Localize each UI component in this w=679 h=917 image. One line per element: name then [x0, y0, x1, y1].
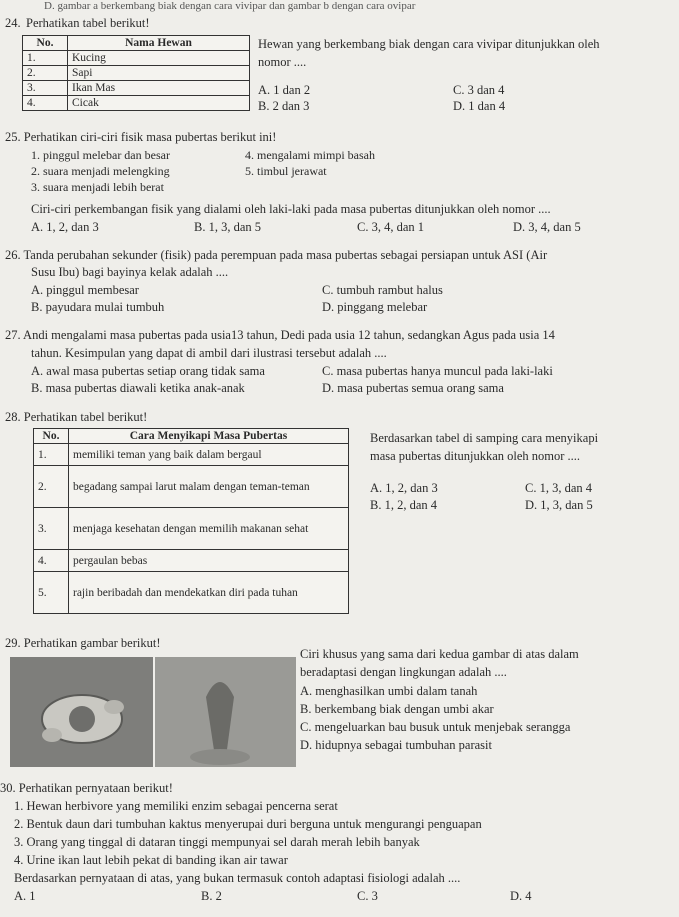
q28-cell: pergaulan bebas — [69, 550, 349, 572]
q29-question-line2: beradaptasi dengan lingkungan adalah .... — [300, 665, 507, 679]
q28-question-line1: Berdasarkan tabel di samping cara menyikapi — [370, 431, 599, 445]
q27-option-b[interactable]: B. masa pubertas diawali ketika anak-anak — [31, 381, 245, 395]
q26-option-b[interactable]: B. payudara mulai tumbuh — [31, 300, 165, 314]
q26-question-line2: Susu Ibu) bagi bayinya kelak adalah .... — [31, 265, 229, 279]
q30-option-b[interactable]: B. 2 — [201, 889, 222, 903]
q24-cell: 1. — [23, 51, 68, 66]
q24-cell: Ikan Mas — [68, 81, 250, 96]
q28-cell: rajin beribadah dan mendekatkan diri pada tuhan — [69, 572, 349, 614]
q27-option-c[interactable]: C. masa pubertas hanya muncul pada laki-laki — [322, 364, 553, 378]
q28-question-line2: masa pubertas ditunjukkan oleh nomor .... — [370, 449, 581, 463]
q24-option-a[interactable]: A. 1 dan 2 — [258, 83, 311, 97]
q24-option-c[interactable]: C. 3 dan 4 — [453, 83, 505, 97]
q30-statement-2: 2. Bentuk daun dari tumbuhan kaktus menyerupai duri berguna untuk mengurangi penguapan — [14, 817, 482, 831]
q30-question: Berdasarkan pernyataan di atas, yang bukan termasuk contoh adaptasi fisiologi adalah .... — [14, 871, 461, 885]
q28-cell: menjaga kesehatan dengan memilih makanan sehat — [69, 508, 349, 550]
q24-question-line2: nomor .... — [258, 55, 307, 69]
q28-cell: begadang sampai larut malam dengan teman-teman — [69, 466, 349, 508]
q28-table — [33, 428, 349, 614]
q28-option-d[interactable]: D. 1, 3, dan 5 — [525, 498, 593, 512]
q28-cell: 4. — [34, 550, 69, 572]
q30-statement-3: 3. Orang yang tinggal di dataran tinggi mempunyai sel darah merah lebih banyak — [14, 835, 420, 849]
photo-divider — [153, 657, 155, 767]
q28-cell: 3. — [34, 508, 69, 550]
q29-option-c[interactable]: C. mengeluarkan bau busuk untuk menjebak serangga — [300, 720, 571, 734]
q28-cell: 2. — [34, 466, 69, 508]
q29-option-d[interactable]: D. hidupnya sebagai tumbuhan parasit — [300, 738, 492, 752]
q29-option-b[interactable]: B. berkembang biak dengan umbi akar — [300, 702, 494, 716]
q28-cell: memiliki teman yang baik dalam bergaul — [69, 444, 349, 466]
q28-th-cara: Cara Menyikapi Masa Pubertas — [69, 429, 349, 444]
q24-cell: 4. — [23, 96, 68, 111]
q30-option-d[interactable]: D. 4 — [510, 889, 532, 903]
q26-option-d[interactable]: D. pinggang melebar — [322, 300, 428, 314]
q25-option-c[interactable]: C. 3, 4, dan 1 — [357, 220, 425, 234]
q24-option-b[interactable]: B. 2 dan 3 — [258, 99, 310, 113]
q29-question-line1: Ciri khusus yang sama dari kedua gambar di atas dalam — [300, 647, 579, 661]
q27-option-a[interactable]: A. awal masa pubertas setiap orang tidak sama — [31, 364, 265, 378]
q27-question-line1: 27. Andi mengalami masa pubertas pada usia13 tahun, Dedi pada usia 12 tahun, sedangkan Agus pada usia 14 — [5, 328, 555, 342]
q24-intro: Perhatikan tabel berikut! — [26, 16, 150, 30]
q25-item-4: 4. mengalami mimpi basah — [245, 148, 375, 162]
q24-option-d[interactable]: D. 1 dan 4 — [453, 99, 506, 113]
q29-plant-photos — [10, 657, 296, 767]
q24-cell: Sapi — [68, 66, 250, 81]
q25-option-d[interactable]: D. 3, 4, dan 5 — [513, 220, 581, 234]
q28-option-c[interactable]: C. 1, 3, dan 4 — [525, 481, 593, 495]
q25-question: Ciri-ciri perkembangan fisik yang dialami oleh laki-laki pada masa pubertas ditunjukkan oleh nomor .... — [31, 202, 551, 216]
q24-cell: 2. — [23, 66, 68, 81]
q25-item-3: 3. suara menjadi lebih berat — [31, 180, 164, 194]
q24-question-line1: Hewan yang berkembang biak dengan cara vivipar ditunjukkan oleh — [258, 37, 600, 51]
q25-option-a[interactable]: A. 1, 2, dan 3 — [31, 220, 99, 234]
q28-intro: 28. Perhatikan tabel berikut! — [5, 410, 148, 424]
q24-cell: 3. — [23, 81, 68, 96]
q24-th-no: No. — [23, 36, 68, 51]
q24-number: 24. — [5, 16, 21, 30]
q28-cell: 1. — [34, 444, 69, 466]
q30-intro: 30. Perhatikan pernyataan berikut! — [0, 781, 173, 795]
q28-th-no: No. — [34, 429, 69, 444]
q24-cell: Cicak — [68, 96, 250, 111]
q29-option-a[interactable]: A. menghasilkan umbi dalam tanah — [300, 684, 478, 698]
q27-option-d[interactable]: D. masa pubertas semua orang sama — [322, 381, 504, 395]
q30-statement-1: 1. Hewan herbivore yang memiliki enzim sebagai pencerna serat — [14, 799, 338, 813]
q30-option-c[interactable]: C. 3 — [357, 889, 378, 903]
q25-intro: 25. Perhatikan ciri-ciri fisik masa pubertas berikut ini! — [5, 130, 277, 144]
q27-question-line2: tahun. Kesimpulan yang dapat di ambil dari ilustrasi tersebut adalah .... — [31, 346, 387, 360]
q24-th-name: Nama Hewan — [68, 36, 250, 51]
q30-option-a[interactable]: A. 1 — [14, 889, 36, 903]
q25-item-5: 5. timbul jerawat — [245, 164, 327, 178]
q24-cell: Kucing — [68, 51, 250, 66]
q26-option-c[interactable]: C. tumbuh rambut halus — [322, 283, 443, 297]
q28-option-b[interactable]: B. 1, 2, dan 4 — [370, 498, 438, 512]
q25-item-2: 2. suara menjadi melengking — [31, 164, 170, 178]
q28-option-a[interactable]: A. 1, 2, dan 3 — [370, 481, 438, 495]
q25-item-1: 1. pinggul melebar dan besar — [31, 148, 170, 162]
cut-off-line: D. gambar a berkembang biak dengan cara vivipar dan gambar b dengan cara ovipar — [44, 0, 416, 12]
q30-statement-4: 4. Urine ikan laut lebih pekat di banding ikan air tawar — [14, 853, 288, 867]
q29-intro: 29. Perhatikan gambar berikut! — [5, 636, 161, 650]
q26-question-line1: 26. Tanda perubahan sekunder (fisik) pada perempuan pada masa pubertas sebagai persiapan untuk ASI (Air — [5, 248, 548, 262]
q28-cell: 5. — [34, 572, 69, 614]
q25-option-b[interactable]: B. 1, 3, dan 5 — [194, 220, 262, 234]
q24-table — [22, 35, 250, 111]
q26-option-a[interactable]: A. pinggul membesar — [31, 283, 139, 297]
